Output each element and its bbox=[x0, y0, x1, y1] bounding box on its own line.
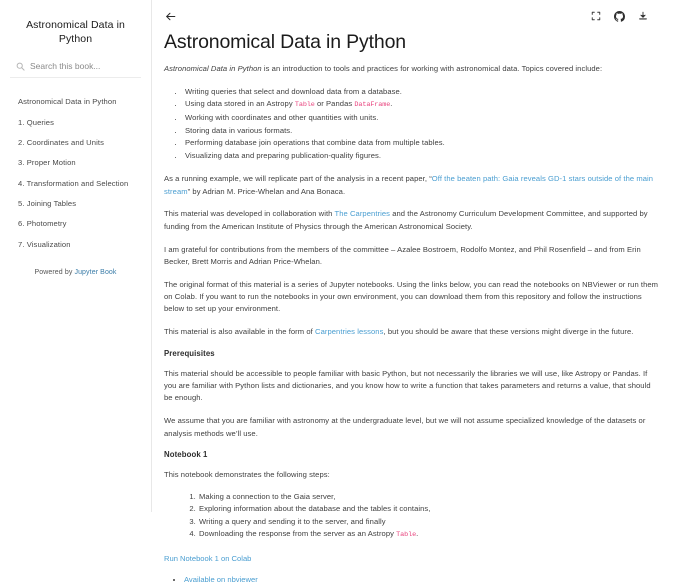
sidebar-item-coordinates-and-units[interactable]: 2. Coordinates and Units bbox=[18, 137, 104, 147]
paper-link[interactable]: Off the beaten path: Gaia reveals GD-1 stars outside of the main stream bbox=[164, 174, 654, 196]
sidebar-item-proper-motion[interactable]: 3. Proper Motion bbox=[18, 158, 76, 168]
toolbar-right-group bbox=[591, 11, 660, 22]
topic-text: Storing data in various formats. bbox=[185, 125, 293, 135]
nbviewer-link[interactable]: Available on nbviewer bbox=[184, 574, 258, 584]
lessons-paragraph bbox=[164, 326, 660, 338]
download-icon[interactable] bbox=[638, 11, 648, 21]
sidebar-item-queries[interactable]: 1. Queries bbox=[18, 117, 55, 127]
topic-text: Using data stored in an Astropy bbox=[185, 99, 295, 109]
github-icon[interactable] bbox=[614, 11, 625, 22]
intro-paragraph bbox=[164, 63, 660, 75]
intro-emphasis: Astronomical Data in Python bbox=[164, 64, 262, 73]
list-item bbox=[184, 86, 660, 99]
notebook-intro-paragraph: This notebook demonstrates the following steps: bbox=[164, 470, 330, 480]
code-table: Table bbox=[294, 101, 315, 110]
list-item bbox=[184, 574, 660, 587]
sidebar-item-joining-tables[interactable]: 5. Joining Tables bbox=[18, 199, 77, 209]
search-icon bbox=[16, 62, 25, 71]
sidebar-item-photometry[interactable]: 6. Photometry bbox=[18, 219, 67, 229]
sidebar-item-visualization[interactable]: 7. Visualization bbox=[18, 239, 71, 249]
sidebar-book-title: Astronomical Data in Python bbox=[26, 19, 125, 45]
list-item bbox=[198, 503, 660, 516]
list-item bbox=[198, 528, 660, 542]
main-content bbox=[152, 0, 688, 584]
sidebar-item-transformation-and-selection[interactable]: 4. Transformation and Selection bbox=[18, 178, 129, 188]
topic-mid: or Pandas bbox=[314, 99, 355, 109]
intro-rest: is an introduction to tools and practices for working with astronomical data. Topics covered include: bbox=[261, 64, 603, 73]
list-item bbox=[184, 150, 660, 163]
search-input[interactable] bbox=[30, 61, 135, 71]
page-title: Astronomical Data in Python bbox=[164, 31, 406, 53]
step-text: Exploring information about the database and the tables it contains, bbox=[199, 504, 431, 514]
notebook-steps-list bbox=[176, 491, 660, 542]
step-text: Downloading the response from the server as an Astropy bbox=[199, 529, 397, 539]
list-item bbox=[198, 491, 660, 504]
code-table: Table bbox=[396, 531, 417, 540]
list-item bbox=[184, 137, 660, 150]
acknowledgements-paragraph: I am grateful for contributions from the members of the committee – Azalee Bostroem, Rodolfo Montez, and Phil Rosenfield – and from Erin Becker, Brett Morris and Adrian Price-Whelan. bbox=[164, 244, 641, 266]
list-item bbox=[184, 98, 660, 112]
prerequisites-paragraph-2: We assume that you are familiar with astronomy at the undergraduate level, but we will not assume specialized knowledge of the datasets or analysis methods we’ll use. bbox=[164, 416, 646, 438]
step-text: Writing a query and sending it to the server, and finally bbox=[199, 516, 386, 526]
code-dataframe: DataFrame bbox=[354, 101, 391, 110]
running-example-paragraph bbox=[164, 173, 660, 198]
lessons-pre: This material is also available in the form of bbox=[164, 327, 316, 337]
list-item bbox=[198, 516, 660, 529]
topic-text: Working with coordinates and other quantities with units. bbox=[185, 112, 379, 122]
format-paragraph: The original format of this material is a series of Jupyter notebooks. Using the links below, you can read the notebooks on NBViewer or run them on Colab. If you want to run the notebooks in your own environment, you can download them from this repository and follow the instructions below to set up your environment. bbox=[164, 279, 659, 314]
topic-text: Visualizing data and preparing publication-quality figures. bbox=[185, 150, 382, 160]
sidebar-item-root[interactable]: Astronomical Data in Python bbox=[18, 97, 117, 107]
powered-by-label: Powered by bbox=[34, 269, 75, 276]
run-notebook-colab-link[interactable]: Run Notebook 1 on Colab bbox=[164, 553, 252, 563]
search-box[interactable] bbox=[10, 61, 141, 78]
example-post: ” by Adrian M. Price-Whelan and Ana Bonaca. bbox=[187, 186, 346, 196]
prerequisites-paragraph-1: This material should be accessible to people familiar with basic Python, but not necessarily the libraries we will use, like Astropy or Pandas. If you are familiar with Python lists and dictionaries, and you know how to write a function that takes parameters and returns a value, that should be enough. bbox=[164, 368, 651, 403]
collab-pre: This material was developed in collaboration with bbox=[164, 209, 335, 219]
example-pre: As a running example, we will replicate part of the analysis in a recent paper, “ bbox=[164, 174, 432, 184]
notebook-1-heading: Notebook 1 bbox=[164, 450, 208, 460]
prerequisites-heading: Prerequisites bbox=[164, 348, 215, 358]
back-arrow-icon[interactable] bbox=[164, 10, 177, 23]
lessons-post: , but you should be aware that these versions might diverge in the future. bbox=[383, 327, 634, 337]
jupyter-book-link[interactable]: Jupyter Book bbox=[74, 269, 117, 276]
fullscreen-icon[interactable] bbox=[591, 11, 601, 21]
list-item bbox=[184, 112, 660, 125]
topics-list bbox=[162, 86, 660, 163]
sidebar bbox=[0, 0, 152, 512]
step-post: . bbox=[416, 529, 419, 539]
colab-link-line bbox=[164, 553, 660, 564]
cutoff-list-partial bbox=[164, 574, 660, 583]
topic-text: Writing queries that select and download data from a database. bbox=[185, 86, 402, 96]
collaboration-paragraph bbox=[164, 208, 660, 233]
carpentries-lessons-link[interactable]: Carpentries lessons bbox=[315, 327, 384, 337]
list-item bbox=[184, 125, 660, 138]
toolbar-left-group bbox=[164, 10, 177, 23]
collab-post: and the Astronomy Curriculum Development Committee, and supported by funding from the American Institute of Physics through the American Astronomical Society. bbox=[164, 209, 648, 231]
top-toolbar bbox=[162, 6, 660, 26]
topic-text: Performing database join operations that combine data from multiple tables. bbox=[185, 138, 445, 148]
sidebar-footer bbox=[10, 269, 141, 276]
topic-post: . bbox=[390, 99, 393, 109]
carpentries-link[interactable]: The Carpentries bbox=[334, 209, 391, 219]
sidebar-nav bbox=[10, 92, 141, 255]
step-text: Making a connection to the Gaia server, bbox=[199, 491, 336, 501]
